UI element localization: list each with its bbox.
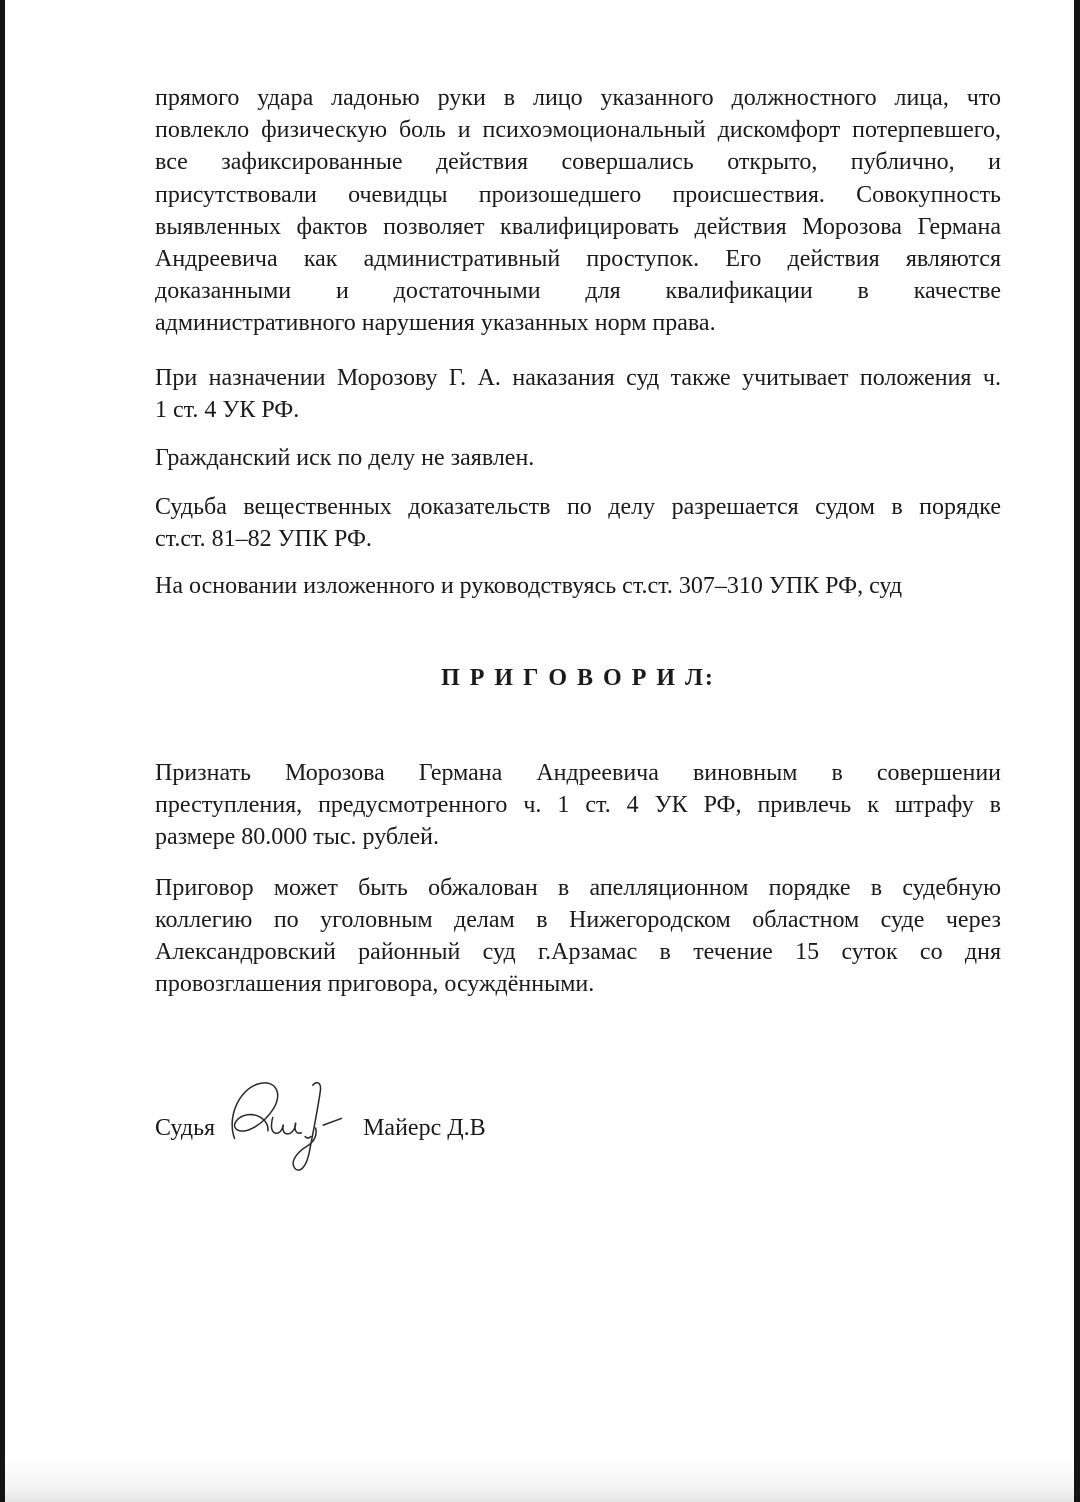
text-line: прямого удара ладонью руки в лицо указанного должностного лица, что bbox=[155, 85, 1001, 111]
text-line: На основании изложенного и руководствуясь ст.ст. 307–310 УПК РФ, суд bbox=[155, 572, 903, 599]
text-line: доказанными и достаточными для квалификации в качестве bbox=[155, 278, 1001, 305]
text-line: коллегию по уголовным делам в Нижегородском областном суде через bbox=[155, 906, 1001, 933]
text-line: Судьба вещественных доказательств по делу разрешается судом в порядке bbox=[155, 494, 1001, 521]
text-line: размере 80.000 тыс. рублей. bbox=[155, 824, 440, 851]
paragraph bbox=[155, 491, 1001, 555]
paragraph bbox=[155, 362, 1001, 426]
judge-name: Майерс Д.В bbox=[363, 1114, 486, 1141]
text-line: повлекло физическую боль и психоэмоциональный дискомфорт потерпевшего, bbox=[155, 117, 1001, 144]
bottom-shadow bbox=[0, 1456, 1080, 1502]
left-edge-bar bbox=[0, 0, 5, 1502]
text-line: ст.ст. 81–82 УПК РФ. bbox=[155, 526, 372, 553]
text-line: При назначении Морозову Г. А. наказания суд также учитывает положения ч. bbox=[155, 364, 1001, 391]
judge-label: Судья bbox=[155, 1114, 216, 1141]
paragraph bbox=[155, 82, 1001, 340]
text-line: Признать Морозова Германа Андреевича виновным в совершении bbox=[155, 760, 1001, 787]
text-line: Александровский районный суд г.Арзамас в течение 15 суток со дня bbox=[155, 939, 1001, 966]
text-line: 1 ст. 4 УК РФ. bbox=[155, 396, 300, 423]
paragraph bbox=[155, 872, 1001, 1001]
text-line: Гражданский иск по делу не заявлен. bbox=[155, 445, 535, 472]
paragraph bbox=[155, 757, 1001, 854]
paragraph bbox=[155, 570, 1001, 602]
text-line: провозглашения приговора, осуждёнными. bbox=[155, 971, 595, 998]
text-line: Приговор может быть обжалован в апелляционном порядке в судебную bbox=[155, 874, 1001, 901]
text-line: присутствовали очевидцы произошедшего происшествия. Совокупность bbox=[155, 181, 1001, 208]
signature-icon bbox=[225, 1074, 349, 1182]
right-edge-bar bbox=[1074, 0, 1080, 1502]
verdict-heading: П Р И Г О В О Р И Л: bbox=[441, 664, 715, 691]
text-line: Андреевича как административный проступок. Его действия являются bbox=[155, 246, 1001, 273]
paragraph bbox=[155, 442, 1001, 474]
signature-row bbox=[155, 1080, 486, 1176]
text-line: выявленных фактов позволяет квалифицировать действия Морозова Германа bbox=[155, 213, 1001, 240]
text-line: все зафиксированные действия совершались открыто, публично, и bbox=[155, 149, 1001, 176]
text-line: преступления, предусмотренного ч. 1 ст. 4 УК РФ, привлечь к штрафу в bbox=[155, 792, 1001, 819]
document-body bbox=[155, 0, 1001, 1000]
text-line: административного нарушения указанных норм права. bbox=[155, 310, 716, 337]
